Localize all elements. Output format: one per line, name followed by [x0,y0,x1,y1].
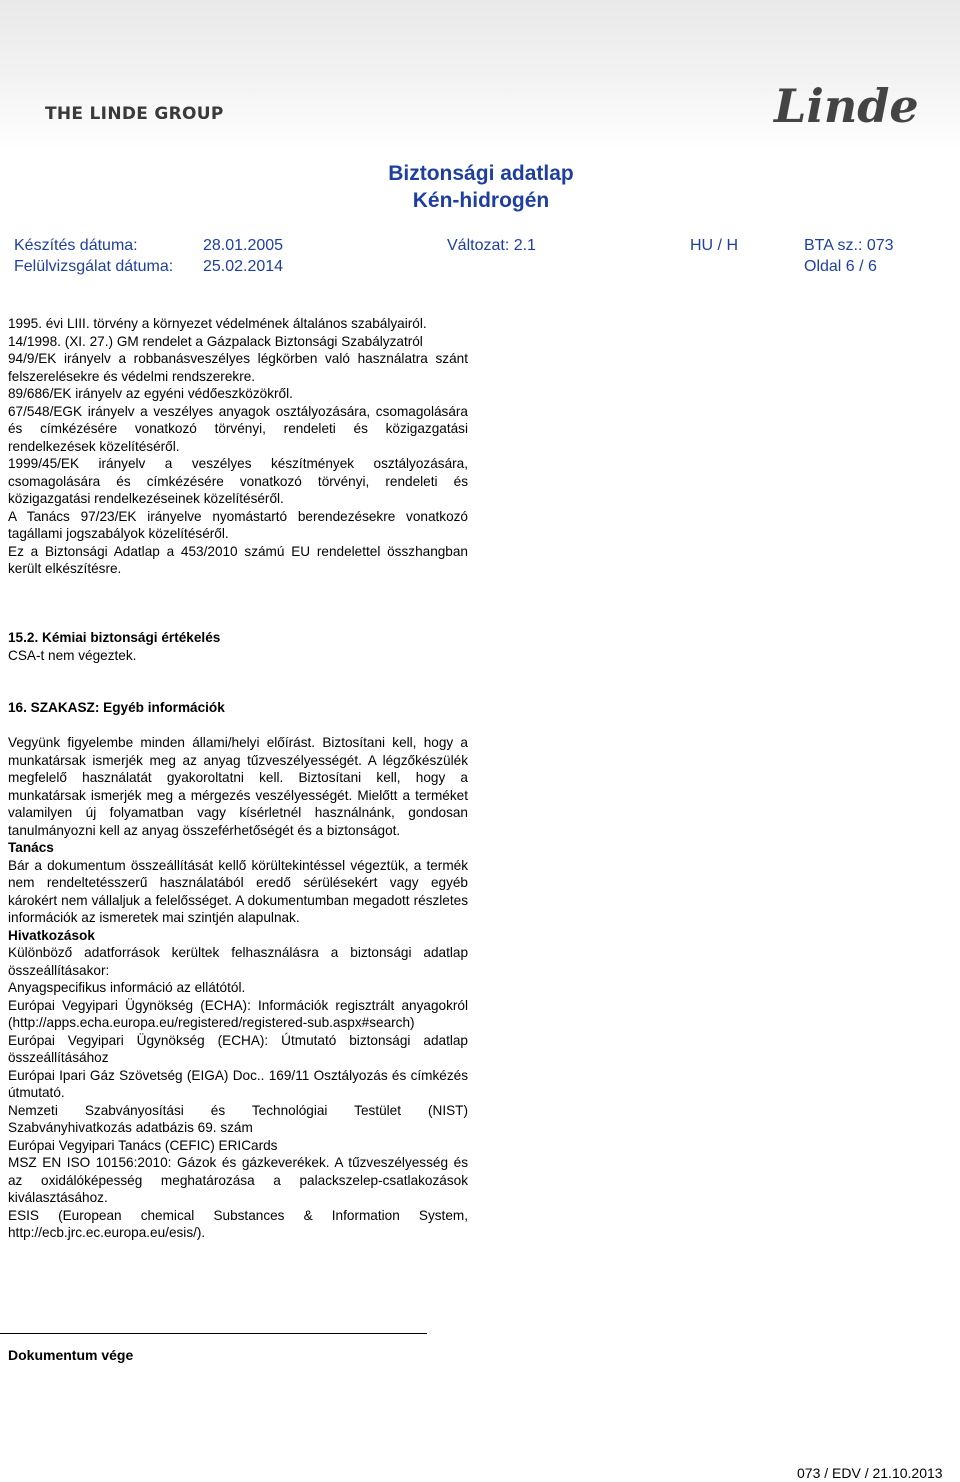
regulation-item: 14/1998. (XI. 27.) GM rendelet a Gázpalack Biztonsági Szabályzatról [8,333,423,349]
section-text: CSA-t nem végeztek. [8,647,137,663]
reference-item: Különböző adatforrások kerültek felhasználásra a biztonsági adatlap összeállításakor: [8,945,468,978]
section-16 [8,734,468,1242]
regulation-item: 1999/45/EK irányelv a veszélyes készítmények osztályozására, csomagolására és címkézésére vonatkozó törvényi, rendeleti és közigazgatási rendelkezéseinek közelítéséről. [8,456,468,506]
regulation-item: 1995. évi LIII. törvény a környezet védelmének általános szabályairól. [8,316,427,331]
regulation-item: A Tanács 97/23/EK irányelve nyomástartó berendezésekre vonatkozó tagállami jogszabályok közelítéséről. [8,508,468,541]
regulation-item: 94/9/EK irányelv a robbanásveszélyes légkörben való használatra szánt felszerelésekre és védelmi rendszerekre. [8,351,468,384]
reference-item: Nemzeti Szabványosítási és Technológiai Testület (NIST) Szabványhivatkozás adatbázis 69. szám [8,1102,468,1135]
section-heading: 15.2. Kémiai biztonsági értékelés [8,630,221,645]
version: Változat: 2.1 [447,237,536,254]
page-title [0,160,960,214]
regulation-item: 89/686/EK irányelv az egyéni védőeszközökről. [8,386,293,401]
regulation-item: 67/548/EGK irányelv a veszélyes anyagok osztályozására, csomagolására és címkézésére vonatkozó törvényi, rendeleti és közigazgatási rendelkezések közelítéséről. [8,403,468,454]
reference-item: Európai Ipari Gáz Szövetség (EIGA) Doc.. 169/11 Osztályozás és címkézés útmutató. [8,1067,468,1100]
review-label: Felülvizsgálat dátuma: [14,258,174,275]
created-label: Készítés dátuma: [14,237,138,254]
linde-logo [770,78,935,133]
reference-item: Anyagspecifikus információ az ellátótól. [8,980,246,995]
regulations-block [8,315,468,578]
section-heading: 16. SZAKASZ: Egyéb információk [8,700,225,715]
footer-code: 073 / EDV / 21.10.2013 [797,1465,943,1481]
reference-item: Európai Vegyipari Ügynökség (ECHA): Útmutató biztonsági adatlap összeállításához [8,1032,468,1065]
substance-name: Kén-hidrogén [412,189,550,212]
reference-item: Európai Vegyipari Ügynökség (ECHA): Információk regisztrált anyagokról (http://apps.echa.europa.eu/registered/registered-sub.aspx#search) [8,997,468,1030]
page-number: Oldal 6 / 6 [804,258,877,275]
section-16-heading-block [8,699,468,717]
linde-logo-text: Linde [774,79,919,133]
created-date: 28.01.2005 [203,237,284,254]
regulation-item: Ez a Biztonsági Adatlap a 453/2010 számú EU rendelettel összhangban került elkészítésre. [8,543,468,576]
reference-item: ESIS (European chemical Substances & Information System, http://ecb.jrc.ec.europa.eu/esis/). [8,1207,468,1240]
bta-number: BTA sz.: 073 [804,237,894,254]
group-name: THE LINDE GROUP [45,104,224,124]
section-intro: Vegyünk figyelembe minden állami/helyi előírást. Biztosítani kell, hogy a munkatársak ismerjék meg az anyag tűzveszélyességét. A légzőkészülék megfelelő használatát gyakoroltatni kell. Biztosítani kell, hogy a munkatársak ismerjék meg a mérgezés veszélyességét. Mielőtt a terméket valamilyen új folyamatban vagy kísérletnél használnánk, gondosan tanulmányozni kell az anyag összeférhetőségét és a biztonságot. [8,735,468,838]
reference-item: Európai Vegyipari Tanács (CEFIC) ERICards [8,1137,278,1153]
document-end-label: Dokumentum vége [8,1347,134,1363]
locale: HU / H [690,237,738,254]
references-heading: Hivatkozások [8,927,95,943]
advice-text: Bár a dokumentum összeállítását kellő körültekintéssel végeztük, a termék nem rendeltetésszerű használatából eredő sérülésekért vagy egyéb károkért nem vállaljuk a felelősséget. A dokumentumban megadott részletes információk az ismeretek mai szintjén alapulnak. [8,857,468,925]
document-title: Biztonsági adatlap [388,162,574,185]
end-divider [0,1333,427,1334]
section-15-2 [8,629,468,664]
review-date: 25.02.2014 [203,258,284,275]
reference-item: MSZ EN ISO 10156:2010: Gázok és gázkeverékek. A tűzveszélyesség és az oxidálóképesség meghatározása a palackszelep-csatlakozások kiválasztásához. [8,1155,468,1205]
advice-heading: Tanács [8,840,54,855]
